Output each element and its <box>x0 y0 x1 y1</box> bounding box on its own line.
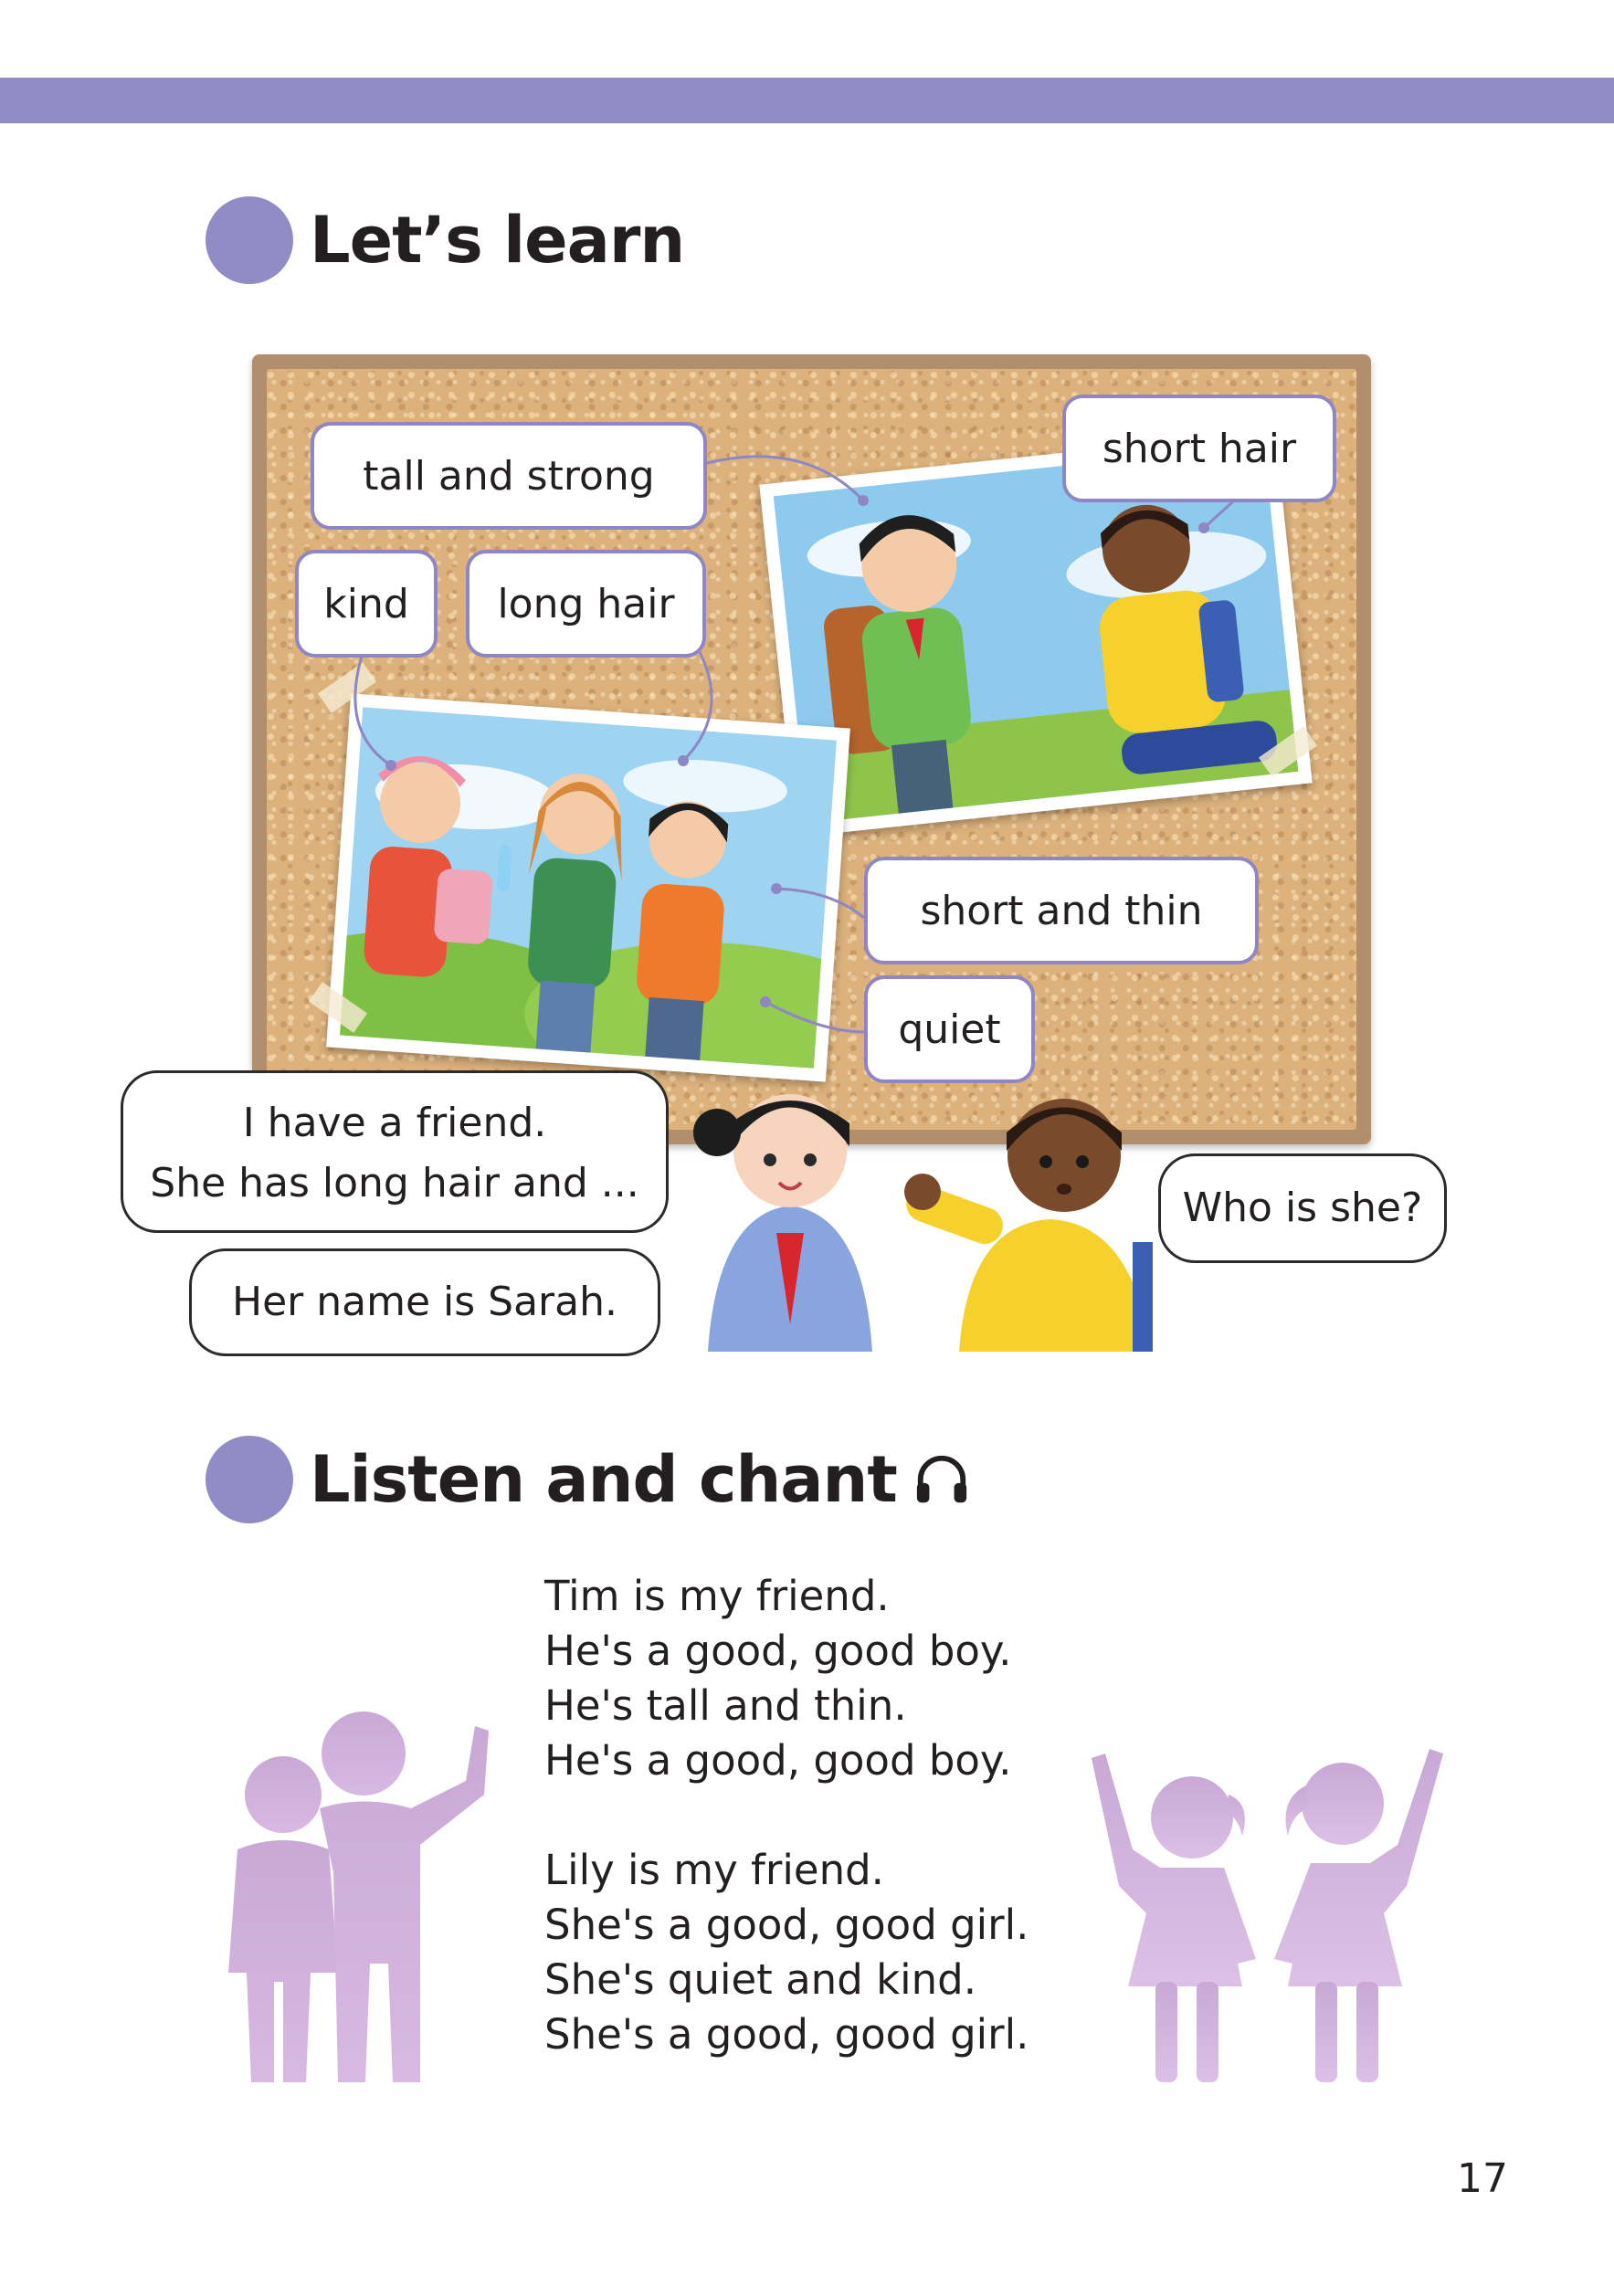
listen-and-chant-heading <box>206 1436 970 1523</box>
chant-line: Tim is my friend. <box>544 1572 890 1620</box>
word-tall-and-strong: tall and strong <box>311 422 707 530</box>
girls-silhouette <box>1092 1749 1443 2096</box>
listen-and-chant-title: Listen and chant <box>310 1442 897 1517</box>
chant-line: He's a good, good boy. <box>544 1627 1012 1675</box>
chant-line: Lily is my friend. <box>544 1846 884 1894</box>
boys-silhouette <box>210 1690 489 2096</box>
chant-line: She's a good, good girl. <box>544 1901 1029 1949</box>
chant-line: She's quiet and kind. <box>544 1955 977 2004</box>
word-short-hair: short hair <box>1062 395 1336 502</box>
speech-bubble-name: Her name is Sarah. <box>189 1248 660 1356</box>
chant-line: He's a good, good boy. <box>544 1736 1012 1785</box>
page-number: 17 <box>1457 2155 1508 2202</box>
speech-bubble-question: Who is she? <box>1158 1153 1447 1263</box>
girls-illustration <box>340 707 837 1068</box>
photo-girls <box>326 693 850 1081</box>
headphones-icon[interactable] <box>913 1451 970 1508</box>
word-kind: kind <box>295 550 438 658</box>
chant-text <box>544 1569 1029 2062</box>
header-band <box>0 78 1614 123</box>
lets-learn-heading <box>206 196 684 284</box>
chant-line: He's tall and thin. <box>544 1681 907 1730</box>
section-bullet-icon <box>206 1436 293 1523</box>
girl-character <box>680 1059 900 1352</box>
word-quiet: quiet <box>864 975 1035 1083</box>
word-short-and-thin: short and thin <box>864 857 1259 964</box>
bubble-text-line: She has long hair and ... <box>150 1160 639 1206</box>
word-long-hair: long hair <box>466 550 706 658</box>
chant-line: She's a good, good girl. <box>544 2010 1029 2059</box>
boy-character <box>904 1059 1197 1352</box>
speech-bubble-friend <box>121 1070 669 1233</box>
bubble-text-line: I have a friend. <box>242 1100 547 1146</box>
section-bullet-icon <box>206 196 293 284</box>
lets-learn-title: Let’s learn <box>310 203 685 278</box>
